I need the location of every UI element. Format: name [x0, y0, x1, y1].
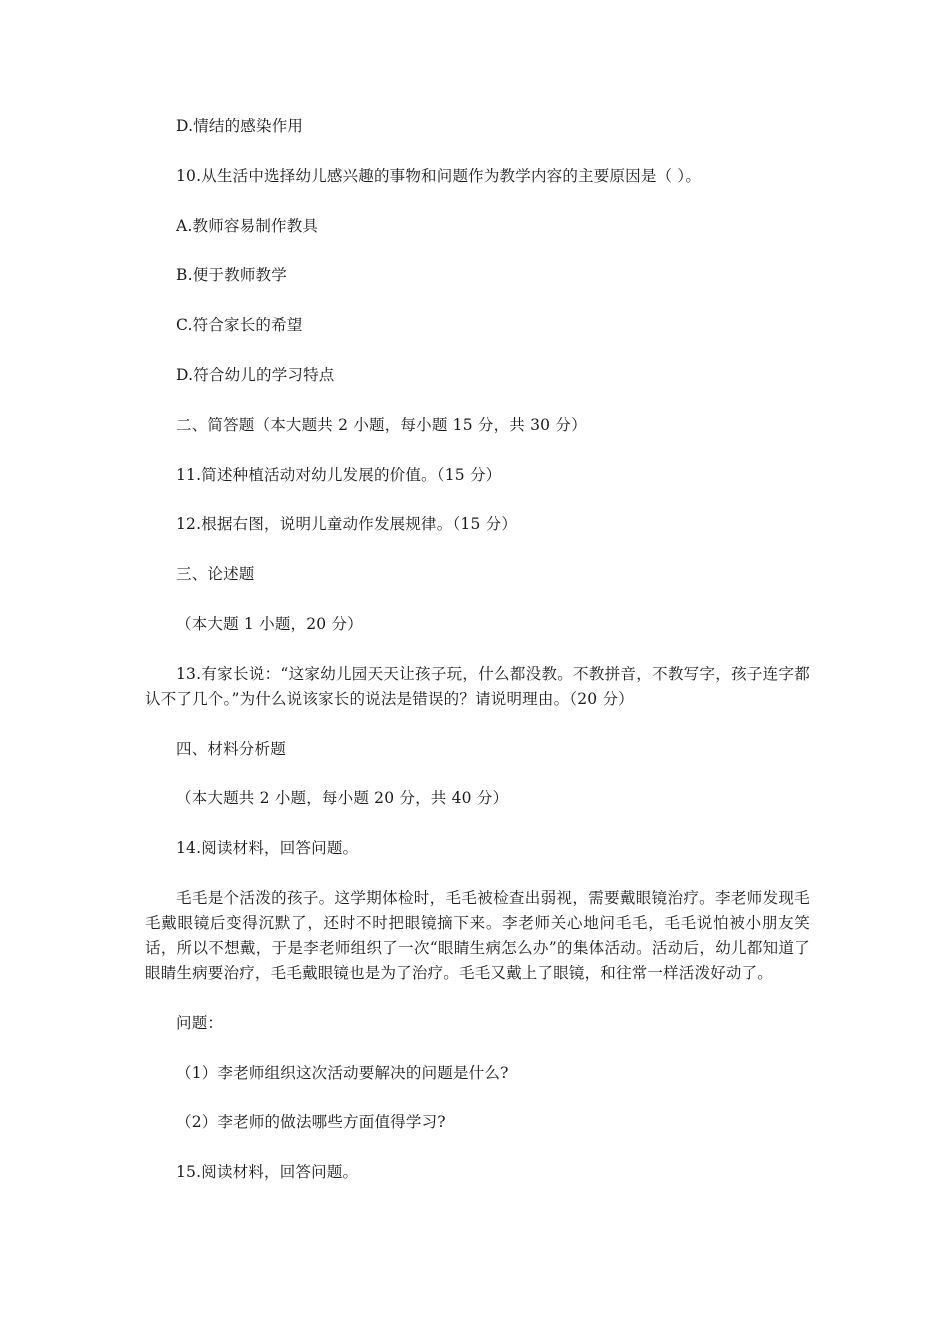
question-11: 11.简述种植活动对幼儿发展的价值。（15 分）	[176, 465, 502, 484]
section-3-heading: 三、论述题	[176, 565, 255, 584]
material-14: 毛毛是个活泼的孩子。这学期体检时，毛毛被检查出弱视，需要戴眼镜治疗。李老师发现毛毛戴眼镜后变得沉默了，还时不时把眼镜摘下来。李老师关心地问毛毛，毛毛说怕被小朋友笑话，所以不想戴，于是李老师组织了一次“眼睛生病怎么办”的集体活动。活动后，幼儿都知道了眼睛生病要治疗，毛毛戴眼镜也是为了治疗。毛毛又戴上了眼镜，和往常一样活泼好动了。	[145, 888, 810, 982]
question-10: 10.从生活中选择幼儿感兴趣的事物和问题作为教学内容的主要原因是（ ）。	[176, 166, 702, 185]
section-3-note: （本大题 1 小题，20 分）	[176, 614, 363, 633]
question-12: 12.根据右图，说明儿童动作发展规律。（15 分）	[176, 515, 518, 534]
sub-question-1: （1）李老师组织这次活动要解决的问题是什么?	[176, 1063, 509, 1082]
sub-question-2: （2）李老师的做法哪些方面值得学习?	[176, 1113, 446, 1132]
option-d-q10: D.符合幼儿的学习特点	[176, 365, 335, 384]
document-body	[145, 114, 810, 1210]
question-14: 14.阅读材料，回答问题。	[176, 839, 359, 858]
question-15: 15.阅读材料，回答问题。	[176, 1163, 359, 1182]
question-label: 问题：	[176, 1013, 224, 1032]
section-4-note: （本大题共 2 小题，每小题 20 分，共 40 分）	[176, 789, 509, 808]
option-d-q9: D.情结的感染作用	[176, 117, 304, 135]
section-4-heading: 四、材料分析题	[176, 739, 286, 758]
option-a-q10: A.教师容易制作教具	[176, 216, 319, 235]
section-2-heading: 二、简答题（本大题共 2 小题，每小题 15 分，共 30 分）	[176, 415, 587, 434]
option-c-q10: C.符合家长的希望	[176, 316, 303, 335]
question-13: 13.有家长说：“这家幼儿园天天让孩子玩，什么都没教。不教拼音，不教写字，孩子连字都认不了几个。”为什么说该家长的说法是错误的？请说明理由。（20 分）	[145, 664, 810, 708]
option-b-q10: B.便于教师教学	[176, 266, 287, 285]
